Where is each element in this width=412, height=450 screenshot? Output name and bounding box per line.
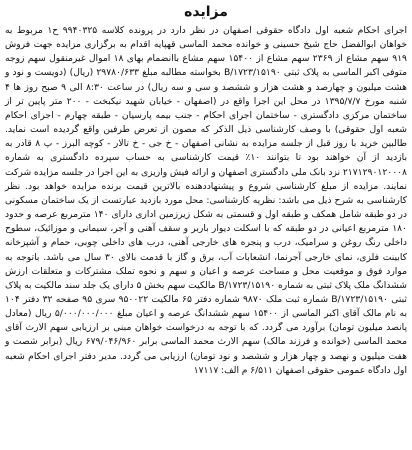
notice-body-text: اجرای احکام شعبه اول دادگاه حقوقی اصفهان در نظر دارد در پرونده کلاسه ۹۹۴۰۳۲۵ ح۱ مربوط به خواهان ابوالفضل حاج شیخ حسینی و خوانده محمد الماسی قهپایه اقدام به برگزاری مزایده جهت فروش ۹۱۹ سهم مشاع از ۲۳۶۹ سهم مشاع از ۱۵۴۰۰ سهم مشاع باانضمام بهای ۱۸ اموال غیرمنقول سهم زوجه متوفی اکبر الماسی به پلاک ثبتی ۱۵۱۹۰/B/۱۷۲۳ بخواسته مطالبه مبلغ ۲۹۷۸۰/۶۳۳ (ریال) (دویست و نود و هشت میلیون و چهارصد و هشت هزار و ششصد و سی و سه ریال) در ساعت ۸:۳۰ الی ۹ صبح روز ها ۴ شنبه مورخ ۱۳۹۵/۷/۷ در محل این اجرا واقع در (اصفهان - خیابان شهید نیکبخت - ۲۰۰ متر پایین تر از ساختمان مرکزی دادگستری - ساختمان اجرای احکام - جنب بیمه پارسیان - طبقه چهارم - اجرای احکام شعبه اول حقوقی) با وصف کارشناسی ذیل الذکر که مصون از تعرض طرفین واقع گردیده است نماید. طالبین خرید با روز قبل از جلسه مزایده به نشانی اصفهان - خ جی - خ تالار - کوچه البرز - پ ۸ قادر به بازدید از آن خواهند بود تا بتوانند ۱۰٪ قیمت کارشناسی به حساب سپرده دادگستری به شماره ۲۱۷۱۲۹۰۱۲۰۰۰۸ نزد بانک ملی دادگستری اصفهان و ارائه فیش واریزی به این اجرا در جلسه مزایده شرکت نمایند. مزایده از مبلغ کارشناسی شروع و پیشنهاددهنده بالاترین قیمت برنده مزایده خواهد بود. نظر کارشناسی به شرح ذیل می باشد: نظریه کارشناسی: محل مورد بازدید عبارتست از یک ساختمان مسکونی در دو طبقه شامل همکف و طبقه اول و قسمتی به شکل زیرزمین اداری دارای ۱۴۰ مترمربع عرصه و حدود ۱۸۰ مترمربع اعیانی در دو طبقه که با اسکلت دیوار باربر و سقف آهنی و آجر، سیمانی و موزائیک، سطوح داخلی رنگ روغن و سرامیک، درب و پنجره های خارجی آهنی، درب های داخلی چوبی، حمام و آشپزخانه کابینت فلزی، نمای خارجی آجرنما، انشعابات آب، برق و گاز با قدمت بالای ۳۰ سال می باشد. باتوجه به موارد فوق و موقعیت محل و مساحت عرصه و اعیان و سهم و نحوه تملک مشترکات و متعلقات ارزش ششدانگ ملک پلاک ثبتی به شماره ۱۵۱۹۰/B/۱۷۲۳ مالکیت سهم بخش ۵ دارای یک جلد سند مالکیت به پلاک ثبتی ۱۵۱۹۰/B/۱۷۲۳ شماره ثبت ملک ۹۸۷۰ شماره دفتر ۶۵ مالکیت ۹۵۰۰۲۲ سری ۹۵ صفحه ۳۲ دفتر ۱۰۴ به نام مالک آقای اکبر الماسی از ۱۵۴۰۰ سهم ششدانگ عرصه و اعیان مبلغ ۵/۰۰۰/۰۰۰/۰۰۰ ریال (معادل پانصد میلیون تومان) برآورد می گردد. که با توجه به درخواست خواهان مبنی بر ارزیابی سهم الارث آقای محمد الماسی (خوانده و فرزند مالک) سهم الارث محمد الماسی برابر ۶۷۹/۰۴۶/۹۶۰ ریال (برابر شصت و هفت میلیون و نهصد و چهار هزار و ششصد و نود تومان) ارزیابی می گردد. مدیر دفتر اجرای احکام شعبه اول دادگاه عمومی حقوقی اصفهان ۶/۵۱۱ م الف: ۱۷۱۱۷: [5, 25, 408, 376]
notice-title: مزایده: [184, 4, 228, 20]
